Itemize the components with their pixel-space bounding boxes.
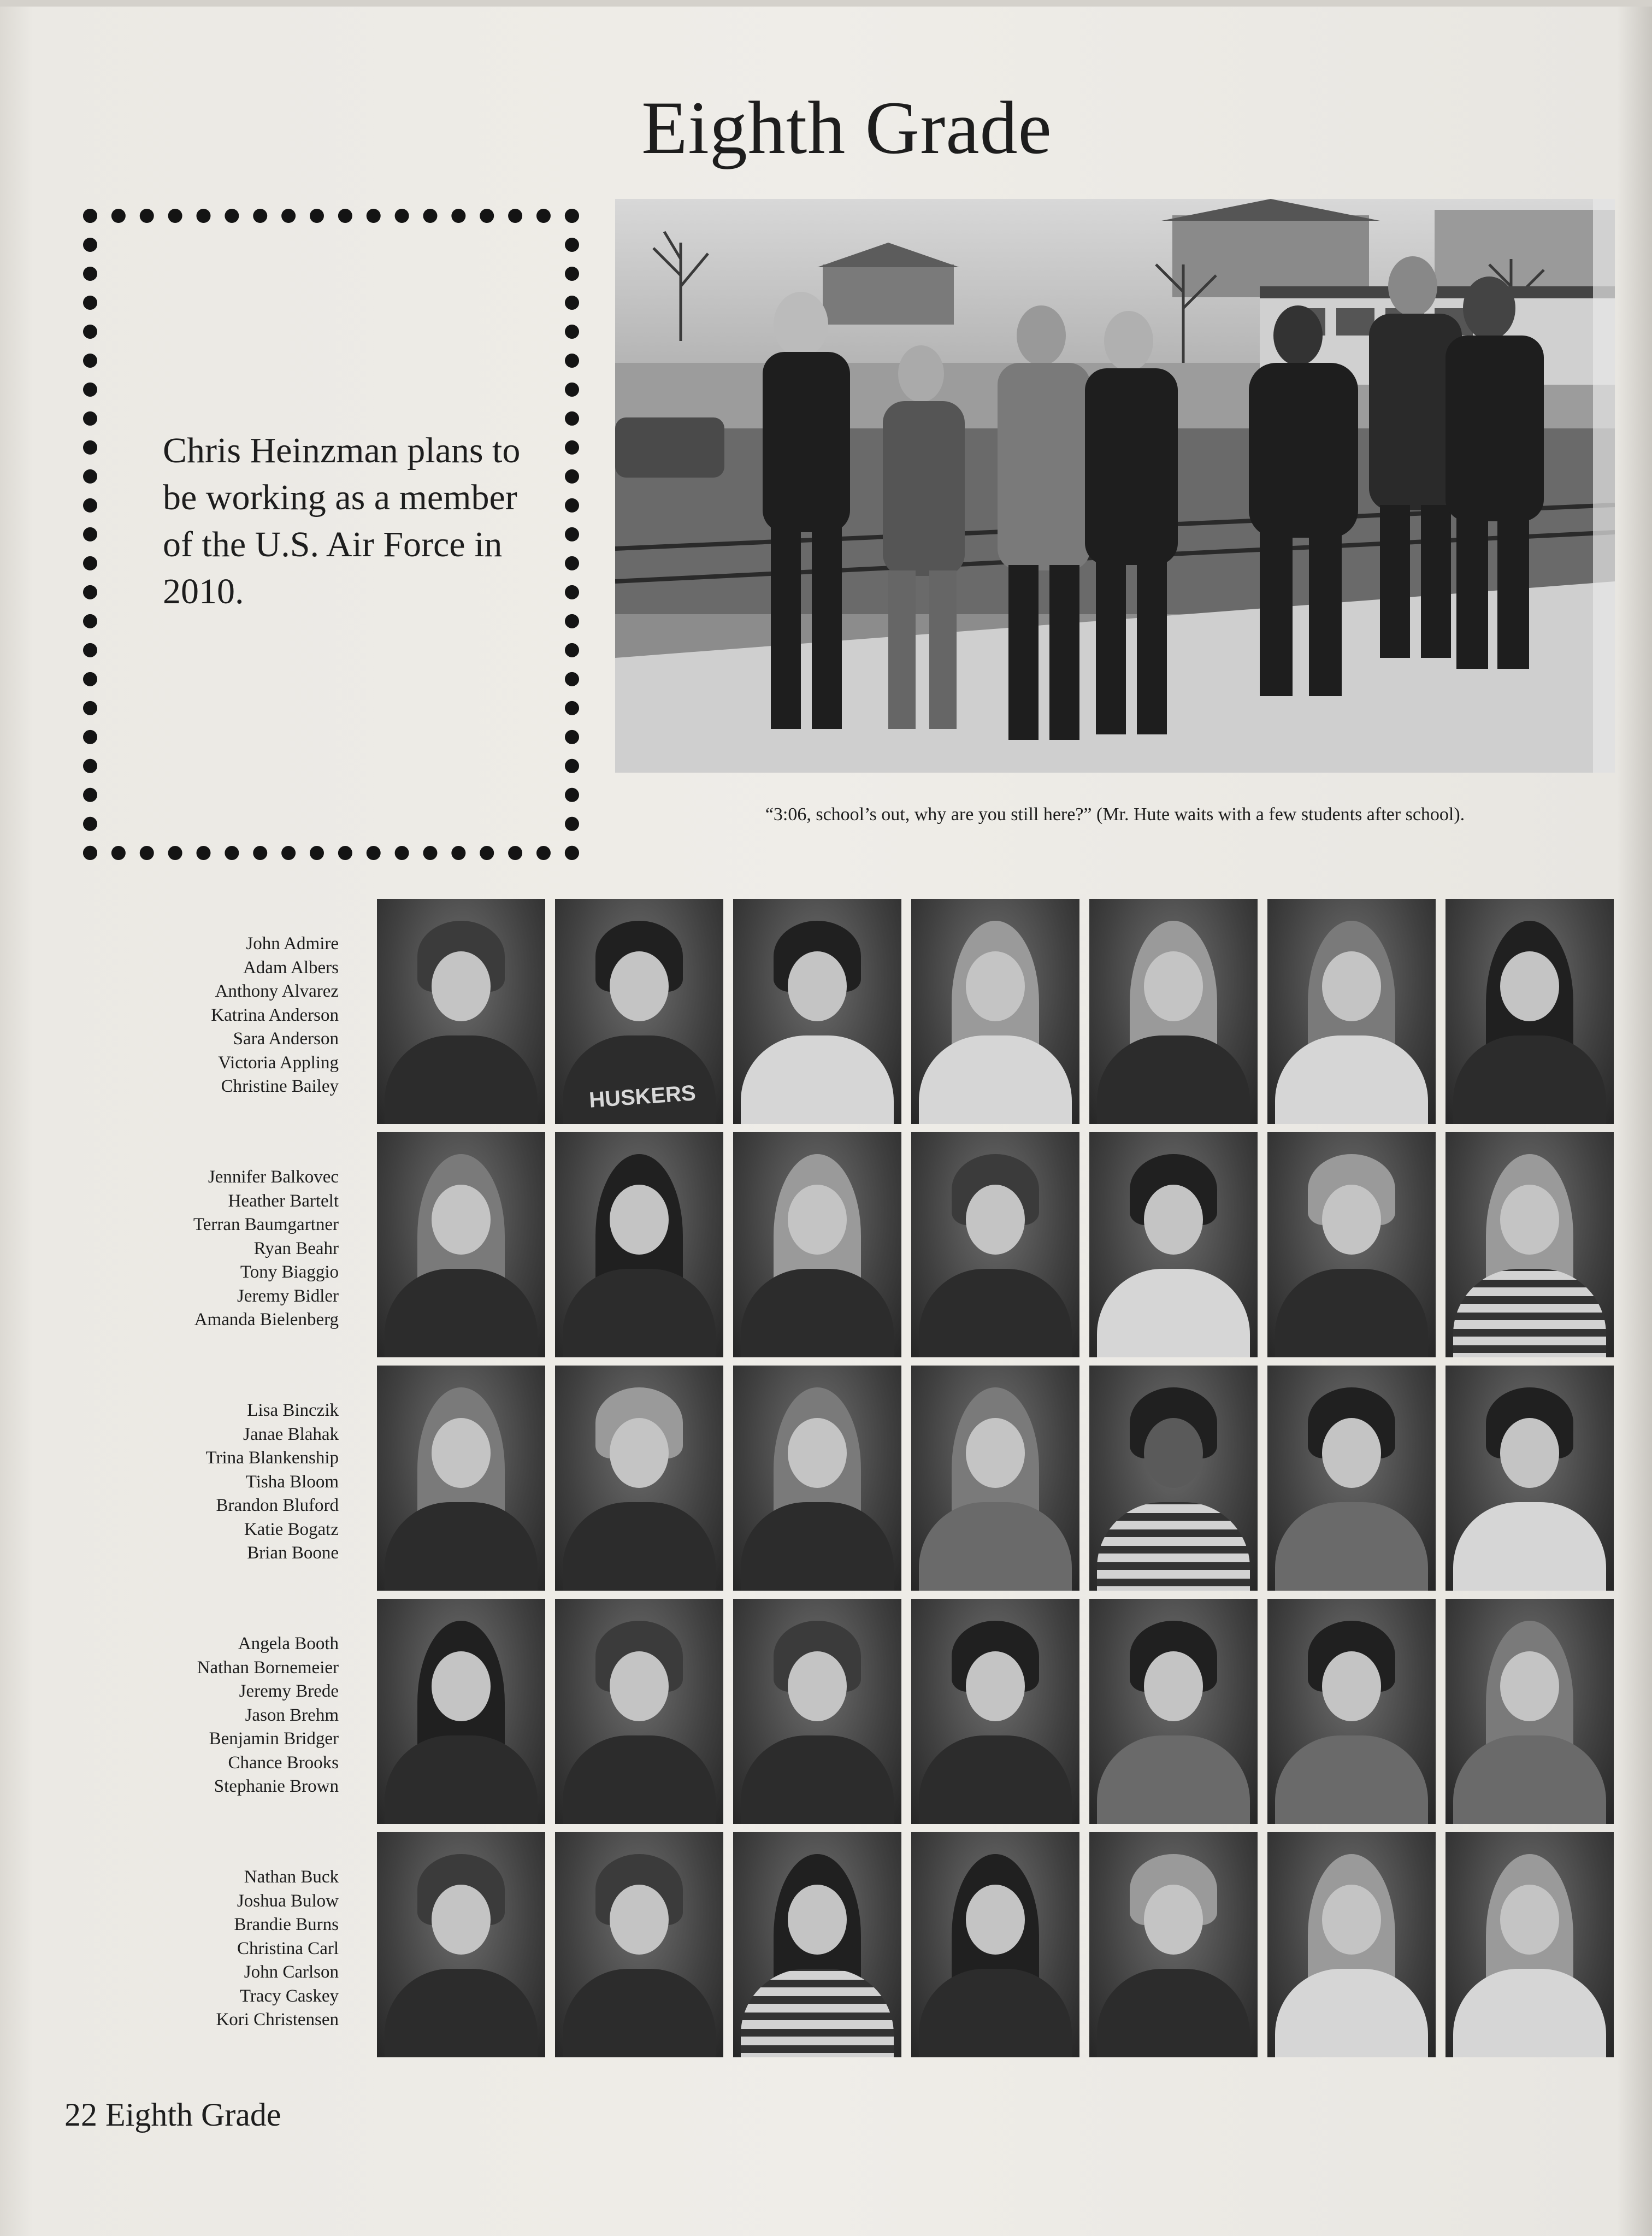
student-portrait (1446, 1366, 1614, 1591)
student-portrait (377, 1132, 545, 1357)
names-list-row-3 (87, 1399, 339, 1566)
student-name: Benjamin Bridger (209, 1729, 339, 1749)
student-portrait (911, 1832, 1079, 2057)
student-name: Nathan Bornemeier (197, 1657, 339, 1678)
student-portrait (1446, 1599, 1614, 1824)
shirt-text: HUSKERS (588, 1081, 697, 1113)
candid-photo-illustration (615, 199, 1615, 773)
student-portrait (733, 1832, 901, 2057)
student-portrait (555, 1366, 723, 1591)
student-name: Christine Bailey (221, 1076, 339, 1096)
student-portrait (911, 899, 1079, 1124)
student-portrait (1446, 899, 1614, 1124)
student-name: Victoria Appling (218, 1052, 339, 1073)
names-list-row-1 (87, 932, 339, 1099)
student-portrait (377, 1832, 545, 2057)
student-name: Jeremy Brede (239, 1681, 339, 1701)
student-portrait (733, 1599, 901, 1824)
student-name: Jennifer Balkovec (208, 1167, 339, 1187)
student-name: John Admire (246, 934, 339, 954)
student-portrait (733, 899, 901, 1124)
student-portrait (1089, 1366, 1258, 1591)
student-portrait (1446, 1832, 1614, 2057)
student-portrait (1089, 1599, 1258, 1824)
student-portrait (1089, 1832, 1258, 2057)
student-name: Tracy Caskey (239, 1986, 339, 2006)
student-name: Katrina Anderson (211, 1005, 339, 1025)
photo-caption: “3:06, school’s out, why are you still here?” (Mr. Hute waits with a few students after school). (765, 804, 1465, 825)
student-name: Joshua Bulow (237, 1891, 339, 1911)
names-list-row-2 (87, 1166, 339, 1332)
student-name: Ryan Beahr (253, 1238, 339, 1258)
names-list-row-5 (87, 1866, 339, 2032)
student-name: Anthony Alvarez (215, 981, 339, 1001)
student-portrait (1267, 899, 1436, 1124)
student-portrait (377, 1366, 545, 1591)
student-portrait (1089, 1132, 1258, 1357)
portrait-row-5 (377, 1832, 1633, 2057)
student-name: Terran Baumgartner (193, 1215, 339, 1234)
student-name: Trina Blankenship (205, 1448, 339, 1468)
student-name: Stephanie Brown (214, 1776, 339, 1796)
student-name: Brandie Burns (234, 1915, 339, 1934)
quote-text: Chris Heinzman plans to be working as a member of the U.S. Air Force in 2010. (163, 431, 521, 611)
quote-box (83, 209, 579, 860)
student-portrait (555, 1832, 723, 2057)
student-name: Brian Boone (247, 1543, 339, 1563)
student-portrait (1267, 1832, 1436, 2057)
student-portrait (733, 1366, 901, 1591)
student-portrait (733, 1132, 901, 1357)
student-portrait (377, 899, 545, 1124)
student-portrait (1446, 1132, 1614, 1357)
student-portrait (555, 899, 723, 1124)
portrait-row-2 (377, 1132, 1633, 1357)
student-portrait (911, 1366, 1079, 1591)
student-name: Christina Carl (237, 1938, 339, 1958)
student-portrait (911, 1599, 1079, 1824)
student-portrait (911, 1132, 1079, 1357)
student-name: Sara Anderson (233, 1029, 339, 1049)
student-name: Jeremy Bidler (237, 1286, 339, 1306)
page-top-edge (0, 0, 1652, 7)
page-footer: 22 Eighth Grade (64, 2097, 281, 2133)
student-name: Janae Blahak (243, 1424, 339, 1444)
names-list-row-4 (87, 1632, 339, 1799)
student-portrait (377, 1599, 545, 1824)
student-portrait (1267, 1132, 1436, 1357)
page-title: Eighth Grade (641, 86, 1052, 169)
student-name: Tony Biaggio (240, 1262, 339, 1282)
student-name: Brandon Bluford (216, 1496, 339, 1515)
student-name: Lisa Binczik (247, 1401, 339, 1420)
student-name: Amanda Bielenberg (194, 1310, 339, 1329)
student-name: John Carlson (244, 1962, 339, 1982)
student-name: Adam Albers (243, 957, 339, 978)
student-name: Jason Brehm (245, 1705, 339, 1725)
student-name: Angela Booth (238, 1634, 339, 1654)
portrait-row-4 (377, 1599, 1633, 1824)
candid-photo (615, 199, 1615, 773)
student-name: Nathan Buck (244, 1867, 339, 1887)
portrait-row-1 (377, 899, 1633, 1124)
student-name: Tisha Bloom (245, 1472, 339, 1492)
student-portrait (1267, 1599, 1436, 1824)
student-portrait (1089, 899, 1258, 1124)
student-name: Katie Bogatz (244, 1519, 339, 1539)
portrait-row-3 (377, 1366, 1633, 1591)
student-portrait (555, 1132, 723, 1357)
student-name: Kori Christensen (216, 2010, 339, 2029)
student-portrait (555, 1599, 723, 1824)
student-name: Chance Brooks (228, 1752, 339, 1773)
student-portrait (1267, 1366, 1436, 1591)
student-name: Heather Bartelt (228, 1191, 339, 1211)
